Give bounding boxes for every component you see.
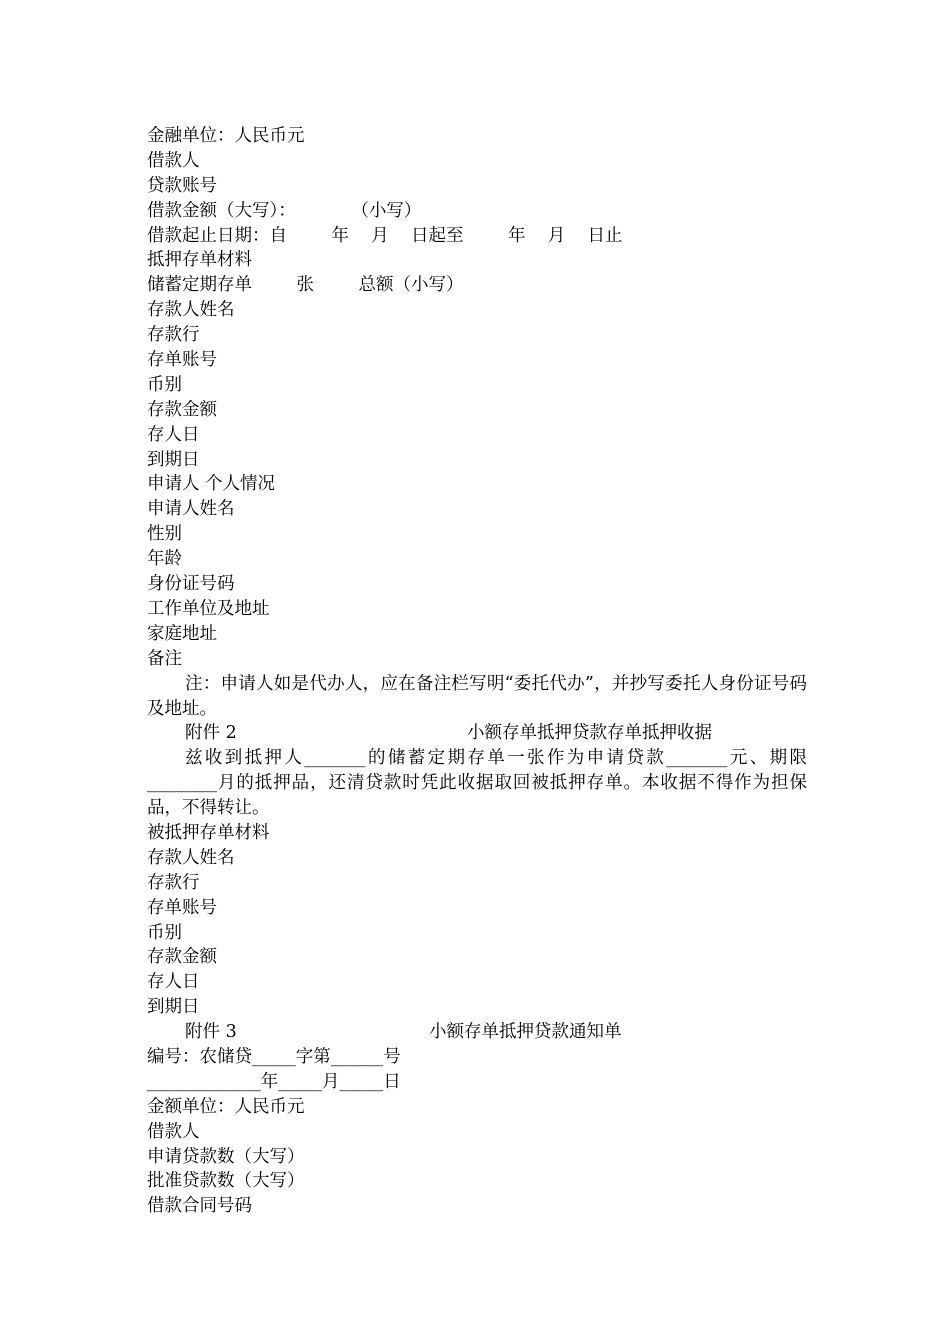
form-line-deposit-date: 存人日 xyxy=(147,424,200,445)
annex-2-heading xyxy=(147,721,807,746)
form-line-borrower: 借款人 xyxy=(147,150,200,171)
annex-2-line-currency: 币别 xyxy=(147,922,182,943)
form-line-deposit-bank: 存款行 xyxy=(147,325,200,346)
form-line-deposit-account: 存单账号 xyxy=(147,350,217,371)
form-line-currency-unit: 金融单位：人民币元 xyxy=(147,126,305,146)
annex-3-title: 小额存单抵押贷款通知单 xyxy=(429,1022,622,1043)
form-note: 注：申请人如是代办人，应在备注栏写明“委托代办”，并抄写委托人身份证号码及地址。 xyxy=(147,673,807,719)
form-line-depositor-name: 存款人姓名 xyxy=(147,300,235,321)
annex-2-line-deposit-amount: 存款金额 xyxy=(147,947,217,968)
form-line-age: 年龄 xyxy=(147,549,182,570)
annex-2-body: 兹收到抵押人_______的储蓄定期存单一张作为申请贷款_______元、期限________月的抵押品，还清贷款时凭此收据取回被抵押存单。本收据不得作为担保品，不得转让。 xyxy=(147,748,807,819)
annex-2-line-deposit-account: 存单账号 xyxy=(147,897,217,918)
annex-3-line-borrower: 借款人 xyxy=(147,1121,200,1142)
form-line-fixed-deposit: 储蓄定期存单 张 总额（小写） xyxy=(147,275,464,296)
annex-2-line-materials: 被抵押存单材料 xyxy=(147,823,270,844)
form-line-applicant-info: 申请人 个人情况 xyxy=(147,474,276,495)
annex-3-line-currency-unit: 金额单位：人民币元 xyxy=(147,1096,305,1117)
form-line-loan-period: 借款起止日期：自 年 月 日起至 年 月 日止 xyxy=(147,225,623,246)
annex-2-title: 小额存单抵押贷款存单抵押收据 xyxy=(467,723,712,744)
annex-2-line-deposit-date: 存人日 xyxy=(147,972,200,993)
annex-2-line-deposit-bank: 存款行 xyxy=(147,872,200,893)
form-line-loan-account: 贷款账号 xyxy=(147,175,217,196)
form-line-loan-amount: 借款金额（大写）： （小写） xyxy=(147,200,422,221)
form-line-pledge-materials: 抵押存单材料 xyxy=(147,250,252,271)
annex-3-heading xyxy=(147,1020,807,1045)
form-line-maturity-date: 到期日 xyxy=(147,449,200,470)
form-line-deposit-amount: 存款金额 xyxy=(147,399,217,420)
annex-3-line-serial-number: 编号：农储贷_____字第______号 xyxy=(147,1047,401,1068)
form-line-currency: 币别 xyxy=(147,374,182,395)
form-line-home-address: 家庭地址 xyxy=(147,623,217,644)
annex-3-line-date: _____________年_____月_____日 xyxy=(147,1071,401,1092)
form-line-remarks: 备注 xyxy=(147,648,182,669)
form-line-gender: 性别 xyxy=(147,524,182,545)
annex-2-line-depositor-name: 存款人姓名 xyxy=(147,847,235,868)
annex-3-line-contract-number: 借款合同号码 xyxy=(147,1196,252,1217)
document-page xyxy=(147,124,807,1219)
annex-3-line-requested-amount: 申请贷款数（大写） xyxy=(147,1146,305,1167)
annex-2-label: 附件 2 xyxy=(185,723,237,744)
annex-3-label: 附件 3 xyxy=(185,1022,237,1043)
form-line-applicant-name: 申请人姓名 xyxy=(147,499,235,520)
annex-3-line-approved-amount: 批准贷款数（大写） xyxy=(147,1171,305,1192)
form-line-work-address: 工作单位及地址 xyxy=(147,598,270,619)
annex-2-line-maturity-date: 到期日 xyxy=(147,997,200,1018)
form-line-id-number: 身份证号码 xyxy=(147,574,235,595)
